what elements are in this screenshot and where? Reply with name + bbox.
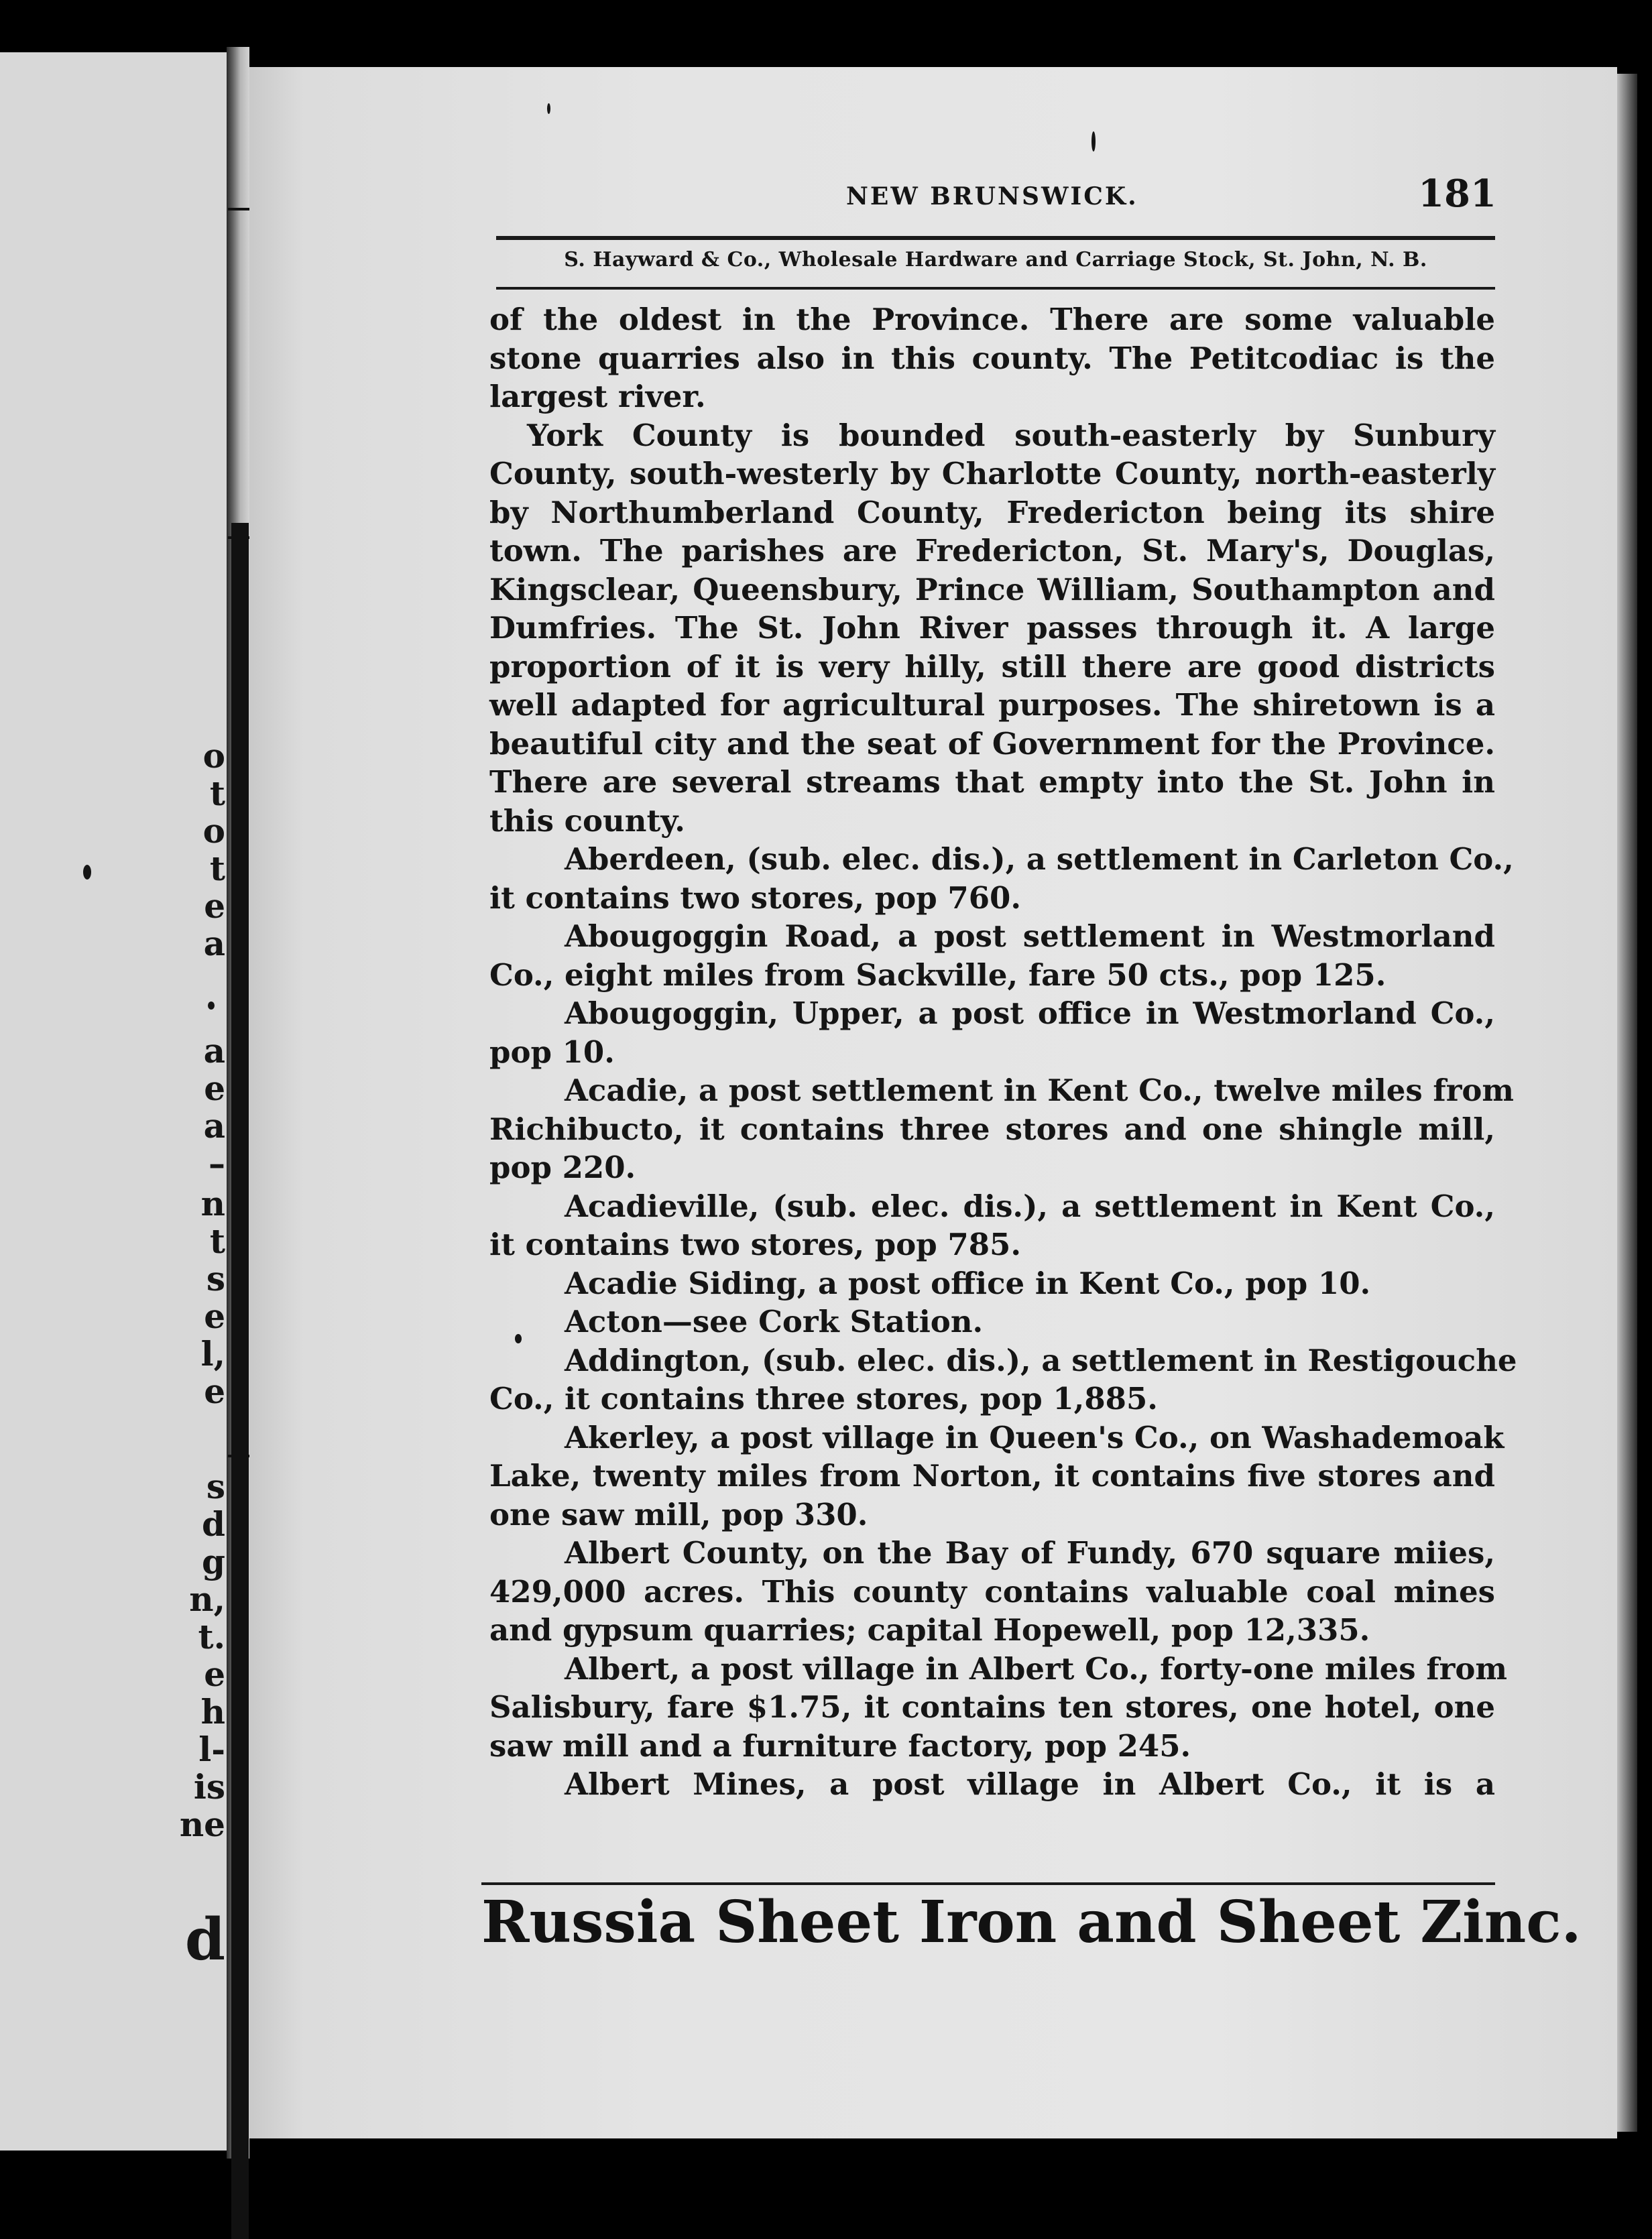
text-line: stone quarries also in this county. The Petitcodiac is the xyxy=(489,340,1495,376)
ink-speck xyxy=(515,1334,522,1343)
left-fragment: n, xyxy=(189,1579,225,1619)
left-fragment: t xyxy=(209,774,225,813)
gazetteer-text xyxy=(489,300,1517,1804)
text-line: by Northumberland County, Fredericton being its shire xyxy=(489,494,1495,530)
text-line: Dumfries. The St. John River passes through it. A large xyxy=(489,610,1495,646)
gazetteer-entry: Acadie Siding, a post office in Kent Co., pop 10. xyxy=(565,1265,1371,1301)
page-edge xyxy=(1617,74,1637,2132)
text-line: beautiful city and the seat of Government for the Province. xyxy=(489,725,1495,762)
left-fragment: e xyxy=(204,886,225,926)
left-fragment: e xyxy=(204,1069,225,1108)
ink-speck xyxy=(208,1002,215,1010)
left-fragment: – xyxy=(209,1144,225,1183)
left-fragment: t. xyxy=(198,1617,225,1656)
gazetteer-entry: Acton—see Cork Station. xyxy=(565,1304,984,1339)
text-line: pop 10. xyxy=(489,1034,615,1070)
bottom-advertisement: Russia Sheet Iron and Sheet Zinc. xyxy=(481,1888,1582,1956)
gazetteer-entry: Abougoggin Road, a post settlement in Westmorland xyxy=(565,918,1495,954)
left-fragment: a xyxy=(203,1106,225,1146)
left-fragment: a xyxy=(203,1031,225,1071)
text-line: this county. xyxy=(489,802,685,839)
gazetteer-entry: Akerley, a post village in Queen's Co., on Washademoak xyxy=(565,1419,1504,1455)
text-line: town. The parishes are Fredericton, St. Mary's, Douglas, xyxy=(489,533,1495,568)
left-fragment: g xyxy=(202,1542,225,1581)
left-fragment: l, xyxy=(200,1334,225,1374)
text-line: of the oldest in the Province. There are some valuable xyxy=(489,302,1495,337)
left-fragment: n xyxy=(200,1184,225,1223)
left-fragment: e xyxy=(204,1296,225,1336)
text-line: Kingsclear, Queensbury, Prince William, Southampton and xyxy=(489,571,1495,607)
header-rule xyxy=(496,236,1495,240)
gazetteer-entry: Acadieville, (sub. elec. dis.), a settlement in Kent Co., xyxy=(565,1188,1495,1224)
text-line: it contains two stores, pop 760. xyxy=(489,880,1021,916)
gazetteer-entry: Albert, a post village in Albert Co., forty-one miles from xyxy=(565,1650,1508,1687)
text-line: County, south-westerly by Charlotte County, north-easterly xyxy=(489,456,1495,491)
left-fragment: h xyxy=(200,1692,225,1732)
left-fragment: is xyxy=(193,1767,225,1807)
left-fragment: t xyxy=(209,849,225,888)
gazetteer-entry: Aberdeen, (sub. elec. dis.), a settlement in Carleton Co., xyxy=(565,841,1514,877)
text-line: one saw mill, pop 330. xyxy=(489,1496,868,1532)
text-line: 429,000 acres. This county contains valuable coal mines xyxy=(489,1573,1495,1610)
left-fragment: d xyxy=(202,1504,225,1544)
text-line: well adapted for agricultural purposes. The shiretown is a xyxy=(489,687,1495,723)
gazetteer-entry: Acadie, a post settlement in Kent Co., twelve miles from xyxy=(565,1073,1515,1108)
gazetteer-entry: Addington, (sub. elec. dis.), a settlement in Restigouche xyxy=(565,1342,1517,1378)
left-page-margin xyxy=(0,52,228,2151)
left-fragment: t xyxy=(209,1221,225,1261)
text-line: saw mill and a furniture factory, pop 245. xyxy=(489,1728,1191,1764)
left-fragment: o xyxy=(202,811,225,851)
left-fragment: l- xyxy=(198,1730,225,1769)
top-advertisement: S. Hayward & Co., Wholesale Hardware and Carriage Stock, St. John, N. B. xyxy=(564,248,1427,271)
left-fragment: o xyxy=(202,736,225,776)
page-header xyxy=(497,172,1496,228)
gazetteer-entry: Abougoggin, Upper, a post office in Westmorland Co., xyxy=(565,995,1495,1031)
gazetteer-entry: Albert County, on the Bay of Fundy, 670 square miies, xyxy=(565,1535,1495,1571)
text-line: and gypsum quarries; capital Hopewell, pop 12,335. xyxy=(489,1612,1370,1648)
header-rule xyxy=(496,287,1495,290)
left-fragment: s xyxy=(206,1467,225,1506)
ink-speck xyxy=(1092,131,1096,152)
text-line: pop 220. xyxy=(489,1150,636,1185)
text-line: York County is bounded south-easterly by Sunbury xyxy=(527,417,1495,453)
left-fragment: ne xyxy=(179,1805,225,1844)
text-line: Richibucto, it contains three stores and one shingle mill, xyxy=(489,1111,1495,1147)
running-head: NEW BRUNSWICK. xyxy=(846,182,1138,210)
text-line: There are several streams that empty into the St. John in xyxy=(489,764,1495,800)
text-line: largest river. xyxy=(489,379,706,414)
text-line: it contains two stores, pop 785. xyxy=(489,1227,1021,1262)
left-fragment: e xyxy=(204,1654,225,1694)
text-line: Co., eight miles from Sackville, fare 50 cts., pop 125. xyxy=(489,957,1386,993)
page-number: 181 xyxy=(1418,172,1496,216)
ink-speck xyxy=(547,103,550,114)
left-fragment: a xyxy=(203,924,225,963)
text-line: proportion of it is very hilly, still there are good districts xyxy=(489,648,1495,684)
left-fragment: d xyxy=(184,1906,225,1974)
spine-shadow xyxy=(231,523,249,2239)
left-fragment: e xyxy=(204,1372,225,1411)
gazetteer-entry: Albert Mines, a post village in Albert Co., it is a xyxy=(565,1766,1495,1802)
text-line: Co., it contains three stores, pop 1,885. xyxy=(489,1381,1158,1416)
text-line: Salisbury, fare $1.75, it contains ten stores, one hotel, one xyxy=(489,1689,1495,1725)
text-line: Lake, twenty miles from Norton, it contains five stores and xyxy=(489,1458,1495,1494)
left-fragment: s xyxy=(206,1259,225,1298)
ink-speck xyxy=(83,865,91,880)
